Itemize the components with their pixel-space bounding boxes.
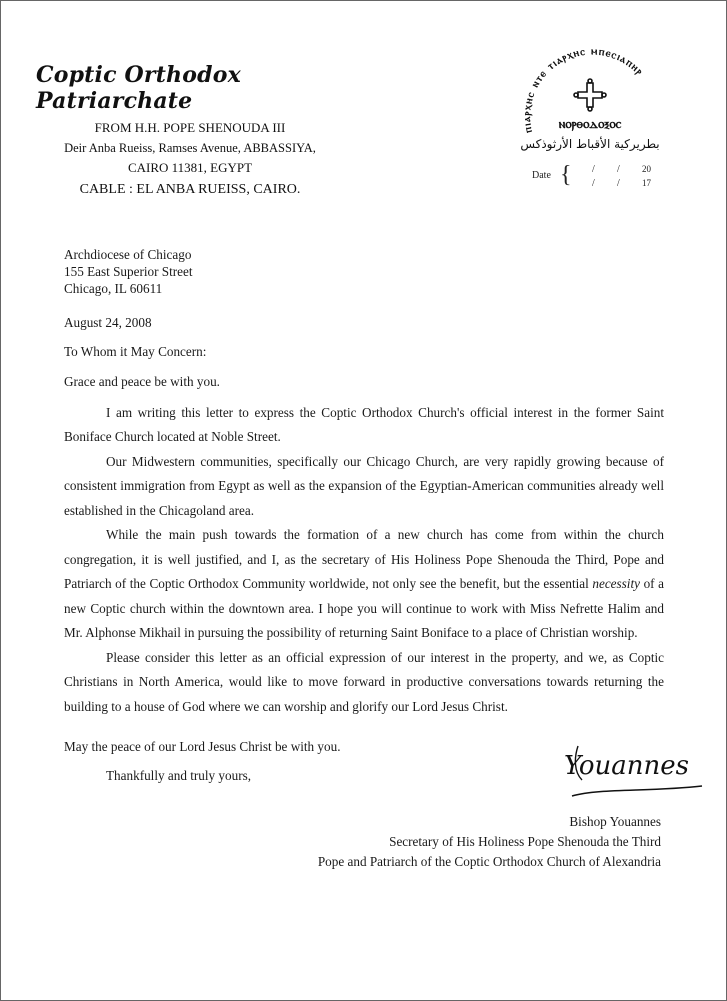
- letterhead-from: FROM H.H. POPE SHENOUDA III: [94, 120, 286, 135]
- letterhead-cable: CABLE : EL ANBA RUEISS, CAIRO.: [79, 182, 301, 197]
- date-slash-icon: /: [592, 178, 595, 189]
- handwritten-signature: [560, 736, 710, 806]
- paragraph-request: Please consider this letter as an official expression of our interest in the property, and we, as Coptic Christians in North America, would like to move forward in productive conversations towards returning the building to a house of God where we can worship and glorify our Lord Jesus Christ.: [64, 649, 664, 714]
- recipient-line: Archdiocese of Chicago: [64, 247, 192, 262]
- emphasis-text: necessity: [592, 576, 640, 591]
- letterhead-title: Coptic Orthodox Patriarchate: [36, 62, 241, 114]
- paragraph-communities: Our Midwestern communities, specifically our Chicago Church, are very rapidly growing because of consistent immigration from Egypt as well as the expansion of the Egyptian-American communities already well established in the Chicagoland area.: [64, 453, 664, 518]
- seal-date-field: [532, 160, 662, 194]
- greeting: Grace and peace be with you.: [64, 374, 220, 389]
- closing-signoff: Thankfully and truly yours,: [106, 767, 252, 783]
- paragraph-text: While the main push towards the formation of a new church has come from within the church congregation, it is well justified, and I, as the secretary of His Holiness Pope Shenouda the Third, Pope and Patriarch of the Coptic Orthodox Community worldwide, not only see the benefit, but the essential: [64, 527, 664, 591]
- signature-script: Youannes: [564, 751, 690, 781]
- date-slash-icon: /: [617, 178, 620, 189]
- recipient-address: [64, 246, 664, 297]
- closing-blessing: May the peace of our Lord Jesus Christ be with you.: [64, 739, 341, 754]
- recipient-line: 155 East Superior Street: [64, 264, 193, 279]
- letter-date: August 24, 2008: [64, 315, 152, 330]
- recipient-line: Chicago, IL 60611: [64, 281, 163, 296]
- signer-title: Secretary of His Holiness Pope Shenouda the Third: [389, 834, 661, 849]
- date-slash-icon: /: [617, 164, 620, 175]
- seal-center-text: ⲛⲟⲣⲑⲟⲇⲟⲝⲟⲥ: [558, 117, 622, 132]
- date-slash-icon: /: [592, 164, 595, 175]
- paragraph-interest: I am writing this letter to express the Coptic Orthodox Church's official interest in the former Saint Boniface Church located at Noble Street.: [64, 404, 664, 444]
- seal-ring-text: ⲡⲓⲁⲣⲭⲏⲥ ⲛⲧⲉ ⲧⲓⲁⲣⲭⲏⲥ ⲙⲡⲉⲥⲓⲁⲡⲏⲣ: [520, 45, 646, 134]
- salutation: To Whom it May Concern:: [64, 343, 207, 359]
- signer-name: Bishop Youannes: [569, 814, 661, 829]
- paragraph-text: of a new Coptic church within the downtown area. I hope you will continue to work with Miss Nefrette Halim and Mr. Alphonse Mikhail in pursuing the possibility of returning Saint Boniface to a place of Christian worship.: [64, 576, 664, 640]
- coptic-cross-icon: [574, 79, 606, 111]
- letterhead-city: CAIRO 11381, EGYPT: [127, 160, 253, 175]
- signature-block: [161, 812, 661, 872]
- signer-title: Pope and Patriarch of the Coptic Orthodox Church of Alexandria: [317, 854, 661, 869]
- letterhead-address: Deir Anba Rueiss, Ramses Avenue, ABBASSIYA,: [64, 141, 316, 155]
- letterhead: [30, 62, 350, 200]
- seal-year-suffix: 17: [642, 178, 651, 188]
- seal-date-label: Date: [532, 170, 551, 181]
- paragraph-justification: [64, 523, 664, 646]
- brace-icon: {: [560, 162, 572, 188]
- letter-body: [64, 246, 664, 788]
- seal-arabic-text: بطريركية الأقباط الأرثوذكس: [520, 137, 660, 151]
- seal-year-prefix: 20: [642, 164, 651, 174]
